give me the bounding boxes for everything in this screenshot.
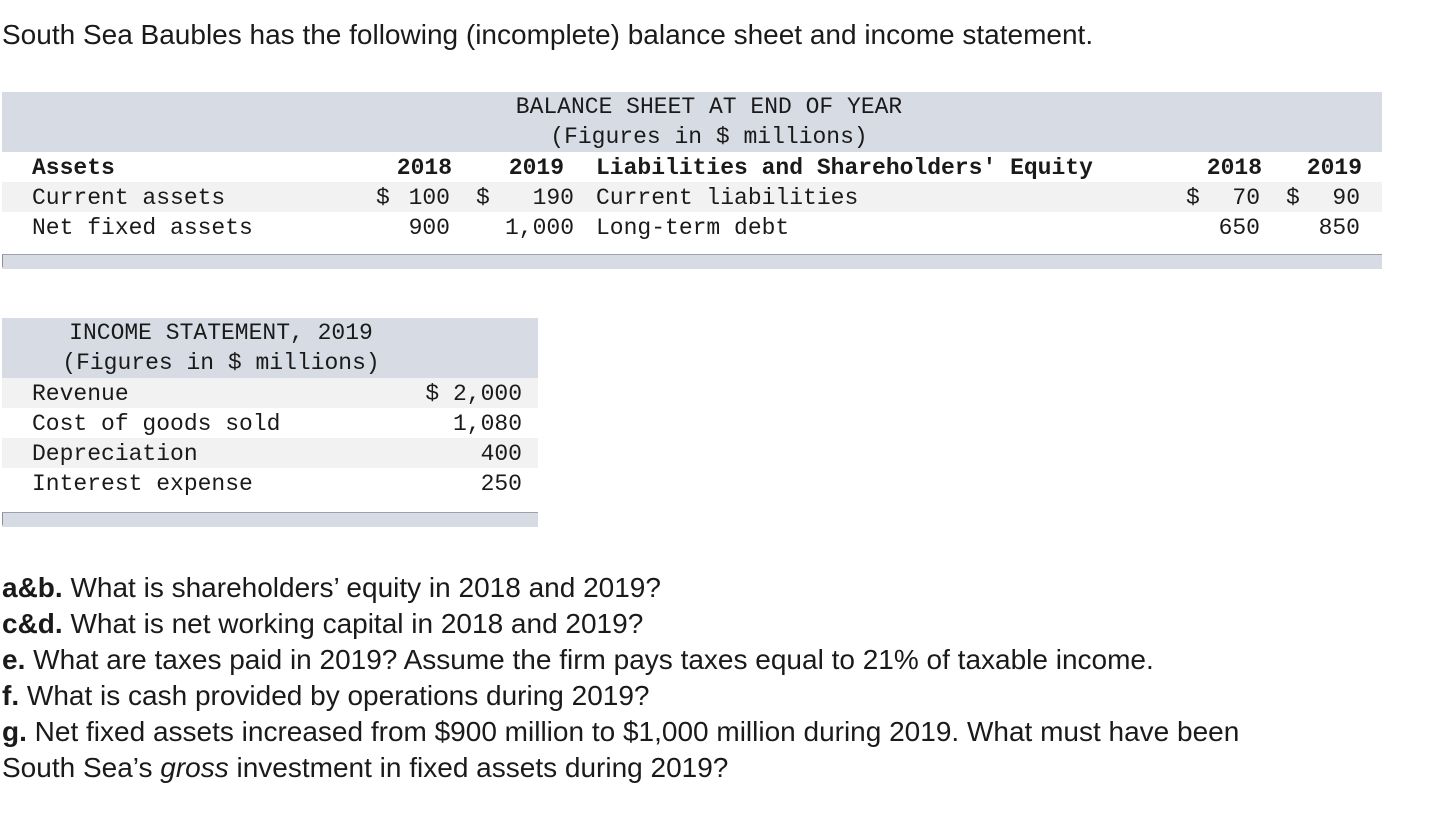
footer-tick [2, 513, 3, 525]
currency-sign: $ [376, 185, 390, 211]
balance-sheet-table [2, 92, 1382, 270]
question-g [2, 714, 1239, 750]
row-label: Depreciation [32, 441, 198, 467]
liabilities-2018-header: 2018 [1206, 155, 1262, 181]
table-row [2, 182, 1382, 212]
balance-sheet-footer [2, 254, 1382, 269]
cell-value: 250 [480, 471, 522, 497]
question-label: g. [2, 716, 27, 747]
row-label: Net fixed assets [32, 215, 253, 241]
cell-value: 100 [408, 185, 450, 211]
question-g-continued [2, 750, 1239, 786]
balance-sheet-column-headers [2, 152, 1382, 182]
question-label: c&d. [2, 608, 63, 639]
balance-sheet-subtitle: (Figures in $ millions) [550, 124, 868, 150]
assets-2018-header: 2018 [396, 155, 452, 181]
question-label: f. [2, 680, 20, 711]
liabilities-header: Liabilities and Shareholders' Equity [596, 155, 1093, 181]
liabilities-2019-header: 2019 [1306, 155, 1362, 181]
income-statement-header [2, 318, 538, 378]
question-ab [2, 570, 1239, 606]
question-cd [2, 606, 1239, 642]
question-text: What is shareholders’ equity in 2018 and 2019? [62, 572, 661, 603]
questions-list [2, 570, 1239, 786]
balance-sheet-title: BALANCE SHEET AT END OF YEAR [515, 94, 903, 120]
table-row [2, 468, 538, 498]
question-text: What are taxes paid in 2019? Assume the firm pays taxes equal to 21% of taxable income. [25, 644, 1154, 675]
cell-value: 190 [532, 185, 574, 211]
cell-value: $ 2,000 [425, 381, 522, 407]
cell-value: 850 [1318, 215, 1360, 241]
balance-sheet-header [2, 92, 1382, 152]
cell-value: 900 [408, 215, 450, 241]
table-row [2, 378, 538, 408]
assets-2019-header: 2019 [508, 155, 564, 181]
question-label: e. [2, 644, 26, 675]
cell-value: 70 [1232, 185, 1260, 211]
row-label: Revenue [32, 381, 129, 407]
question-emphasis: gross [160, 752, 229, 783]
question-f [2, 678, 1239, 714]
income-statement-footer [2, 512, 538, 527]
cell-value: 400 [480, 441, 522, 467]
table-row [2, 212, 1382, 242]
table-row [2, 408, 538, 438]
question-text: investment in fixed assets during 2019? [228, 752, 729, 783]
question-text: What is cash provided by operations during 2019? [19, 680, 650, 711]
assets-header: Assets [32, 155, 115, 181]
cell-value: 650 [1218, 215, 1260, 241]
currency-sign: $ [1286, 185, 1300, 211]
income-statement-title: INCOME STATEMENT, 2019 [69, 320, 373, 346]
row-label: Current assets [32, 185, 226, 211]
row-label: Interest expense [32, 471, 253, 497]
row-label: Current liabilities [596, 185, 859, 211]
footer-tick [2, 255, 3, 267]
question-label: a&b. [2, 572, 63, 603]
question-text: What is net working capital in 2018 and 2019? [62, 608, 644, 639]
cell-value: 1,080 [452, 411, 522, 437]
cell-value: 90 [1332, 185, 1360, 211]
question-e [2, 642, 1239, 678]
income-statement-subtitle: (Figures in $ millions) [62, 350, 380, 376]
cell-value: 1,000 [504, 215, 574, 241]
income-statement-table [2, 318, 538, 528]
currency-sign: $ [476, 185, 490, 211]
question-text: South Sea’s [2, 752, 161, 783]
table-row [2, 438, 538, 468]
row-label: Cost of goods sold [32, 411, 281, 437]
question-text: Net fixed assets increased from $900 million to $1,000 million during 2019. What must have been [26, 716, 1240, 747]
intro-text: South Sea Baubles has the following (incomplete) balance sheet and income statement. [2, 19, 1094, 50]
currency-sign: $ [1186, 185, 1200, 211]
row-label: Long-term debt [596, 215, 790, 241]
